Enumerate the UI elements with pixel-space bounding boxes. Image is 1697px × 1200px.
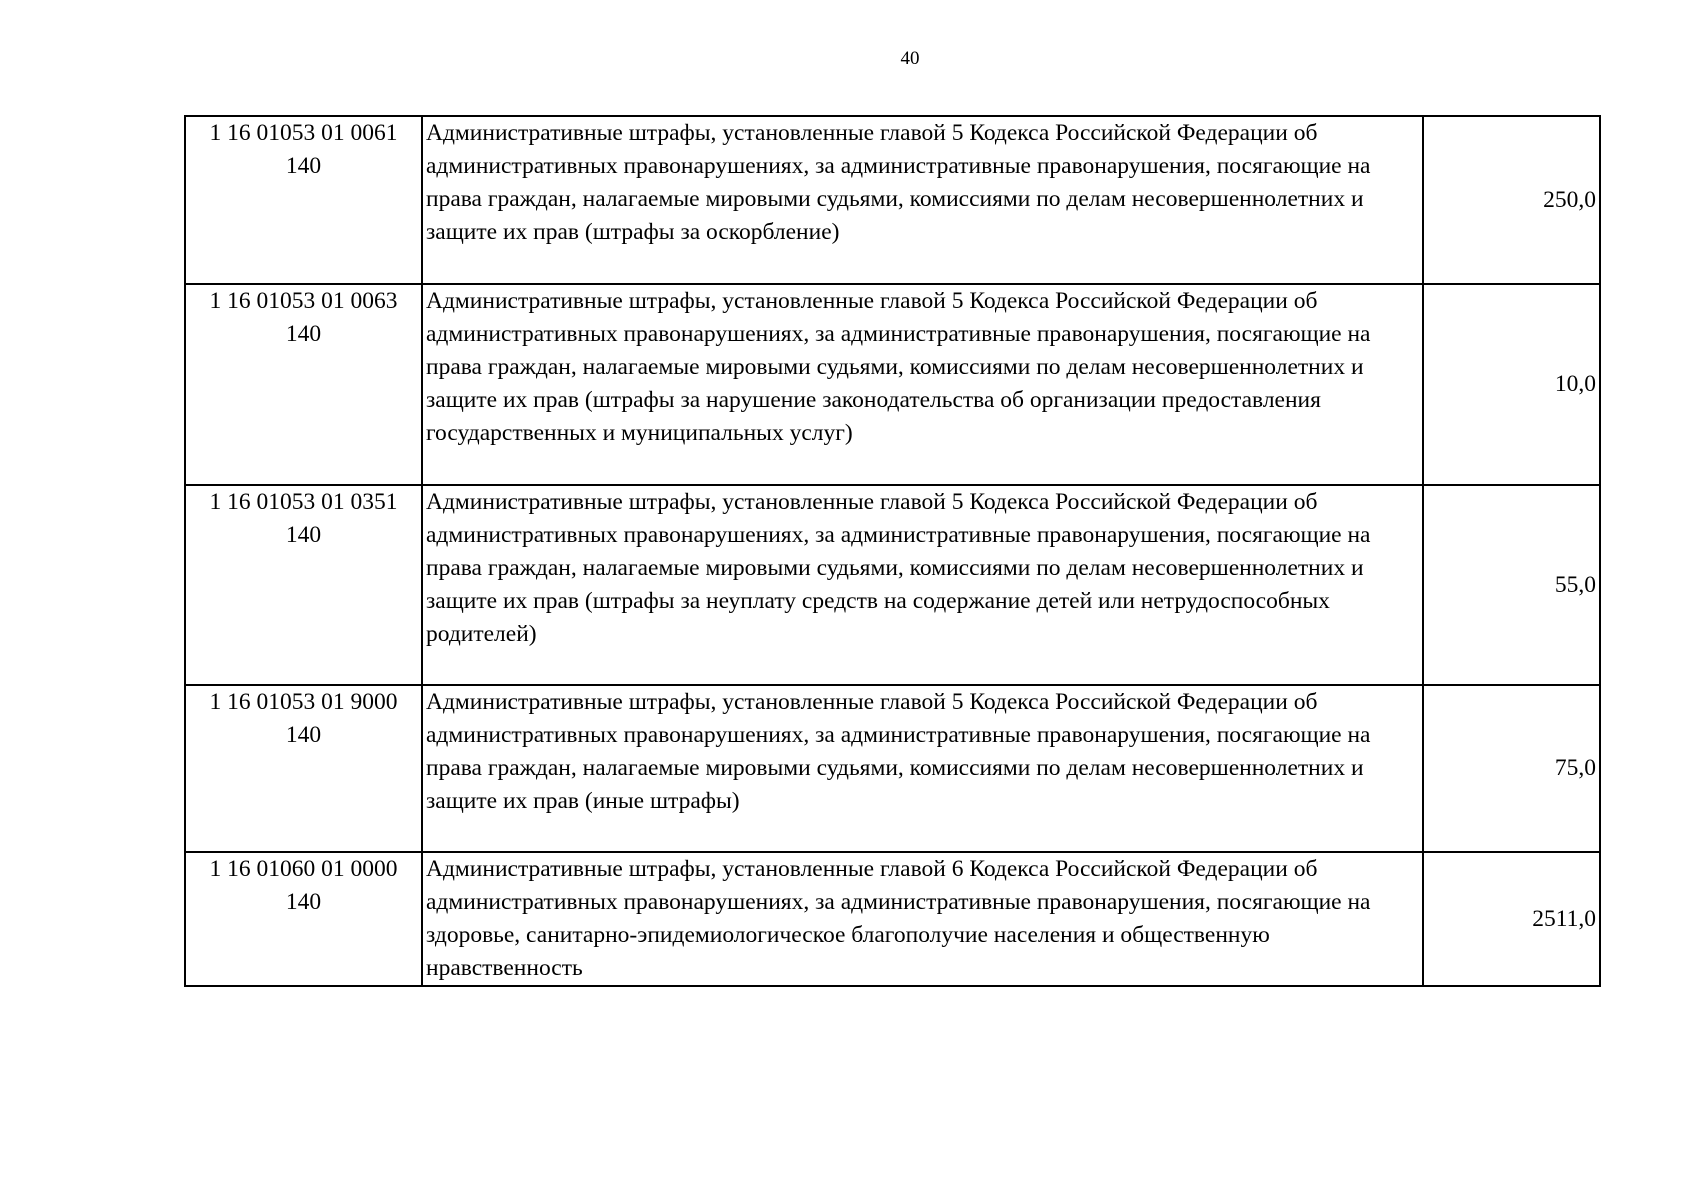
budget-code-suffix: 140 (285, 722, 322, 748)
budget-code: 1 16 01060 01 0000 (209, 856, 398, 882)
budget-code-cell (185, 284, 422, 485)
description-cell: Административные штрафы, установленные главой 5 Кодекса Российской Федерации об административных правонарушениях, за административные правонарушения, посягающие на права граждан, налагаемые мировыми судьями, комиссиями по делам несовершеннолетних и защите их прав (иные штрафы) (422, 685, 1423, 852)
budget-code-suffix: 140 (285, 522, 322, 548)
budget-code-cell (185, 116, 422, 284)
budget-code: 1 16 01053 01 0063 (209, 288, 398, 314)
amount-cell: 250,0 (1423, 116, 1600, 284)
description-cell: Административные штрафы, установленные главой 5 Кодекса Российской Федерации об административных правонарушениях, за административные правонарушения, посягающие на права граждан, налагаемые мировыми судьями, комиссиями по делам несовершеннолетних и защите их прав (штрафы за оскорбление) (422, 116, 1423, 284)
amount-cell: 2511,0 (1423, 852, 1600, 986)
budget-code-cell (185, 685, 422, 852)
table-row (185, 485, 1600, 685)
table-row (185, 116, 1600, 284)
description-cell: Административные штрафы, установленные главой 6 Кодекса Российской Федерации об административных правонарушениях, за административные правонарушения, посягающие на здоровье, санитарно-эпидемиологическое благополучие населения и общественную нравственность (422, 852, 1423, 986)
budget-code: 1 16 01053 01 0061 (209, 120, 398, 146)
table-row (185, 284, 1600, 485)
amount-cell: 55,0 (1423, 485, 1600, 685)
budget-code: 1 16 01053 01 9000 (209, 689, 398, 715)
budget-code: 1 16 01053 01 0351 (209, 489, 398, 515)
revenue-table (184, 115, 1601, 987)
table-row (185, 685, 1600, 852)
description-cell: Административные штрафы, установленные главой 5 Кодекса Российской Федерации об административных правонарушениях, за административные правонарушения, посягающие на права граждан, налагаемые мировыми судьями, комиссиями по делам несовершеннолетних и защите их прав (штрафы за неуплату средств на содержание детей или нетрудоспособных родителей) (422, 485, 1423, 685)
amount-cell: 75,0 (1423, 685, 1600, 852)
budget-code-cell (185, 485, 422, 685)
budget-code-cell (185, 852, 422, 986)
budget-code-suffix: 140 (285, 153, 322, 179)
description-cell: Административные штрафы, установленные главой 5 Кодекса Российской Федерации об административных правонарушениях, за административные правонарушения, посягающие на права граждан, налагаемые мировыми судьями, комиссиями по делам несовершеннолетних и защите их прав (штрафы за нарушение законодательства об организации предоставления государственных и муниципальных услуг) (422, 284, 1423, 485)
amount-cell: 10,0 (1423, 284, 1600, 485)
budget-code-suffix: 140 (285, 889, 322, 915)
table-row (185, 852, 1600, 986)
page-number: 40 (900, 48, 920, 69)
budget-code-suffix: 140 (285, 321, 322, 347)
